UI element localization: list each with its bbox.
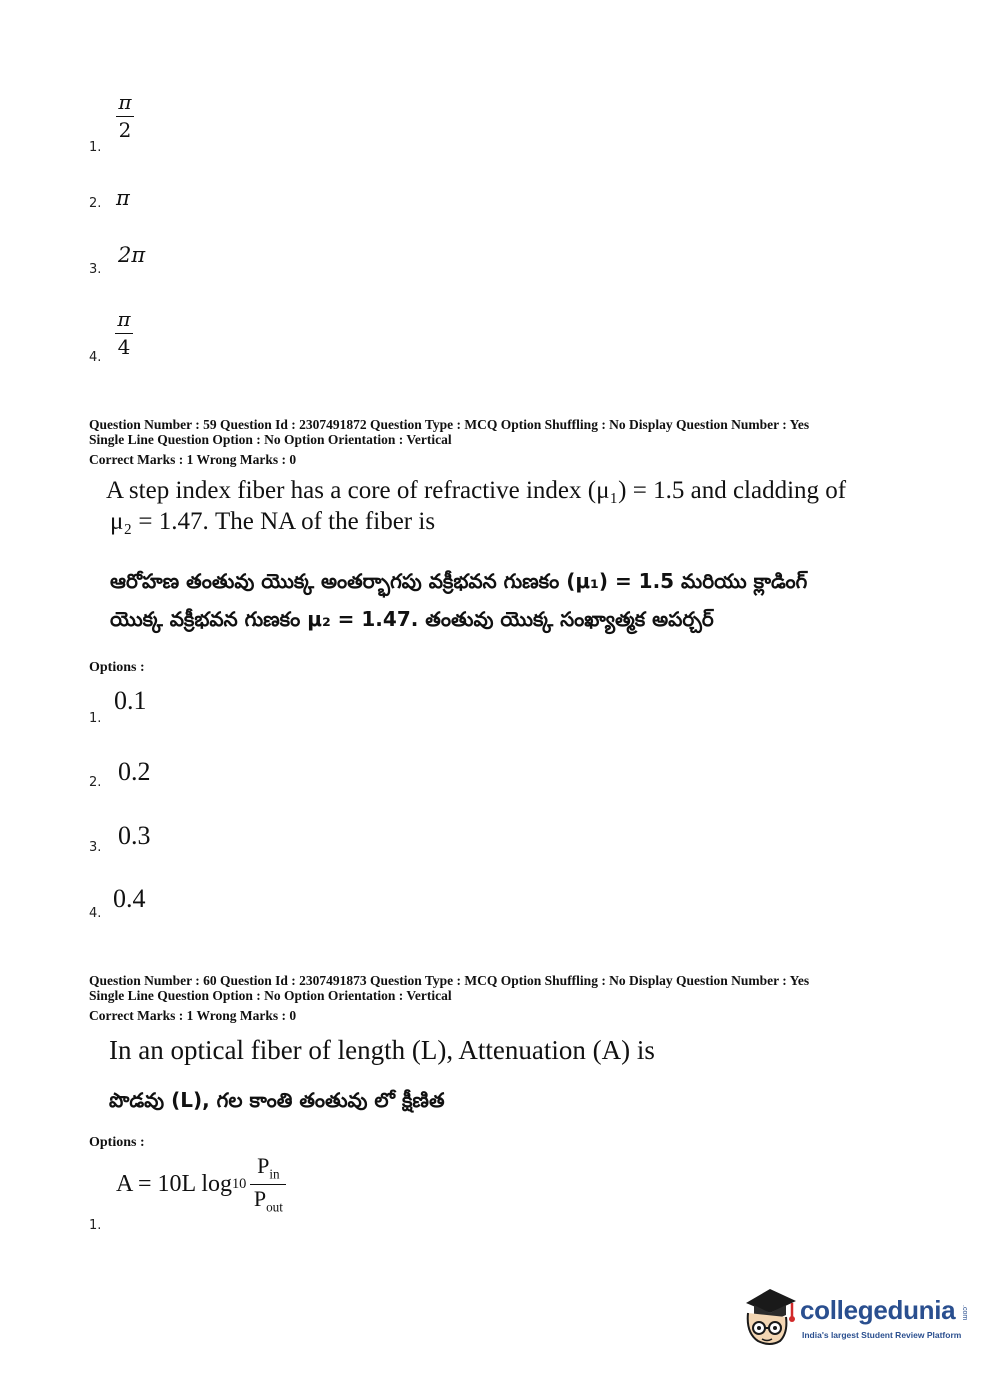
q59-option-1-number: 1.: [89, 711, 102, 726]
fraction-bar: [116, 116, 134, 117]
q59-option-4-number: 4.: [89, 906, 102, 921]
prev-option-4-number: 4.: [89, 350, 102, 365]
q59-question-text-line-1: A step index fiber has a core of refractive index (μ₁) = 1.5 and cladding of: [106, 477, 847, 504]
q59-option-1-value: 0.1: [114, 686, 147, 715]
q60-telugu-text-line-1: పొడవు (L), గల కాంతి తంతువు లో క్షీణిత: [109, 1088, 445, 1112]
prev-option-4-value: [115, 309, 133, 357]
q59-question-text-line-2: μ₂ = 1.47. The NA of the fiber is: [110, 508, 436, 535]
collegedunia-logo[interactable]: [740, 1283, 970, 1358]
fraction-numerator: π: [117, 307, 131, 331]
prev-option-2-number: 2.: [89, 196, 102, 211]
q59-meta-line-2: Single Line Question Option : No Option Orientation : Vertical: [89, 432, 452, 447]
prev-option-1-number: 1.: [89, 140, 102, 155]
q59-option-3-number: 3.: [89, 840, 102, 855]
q59-option-2-value: 0.2: [118, 757, 151, 786]
q60-options-label: Options :: [89, 1135, 145, 1150]
mascot-icon: [740, 1283, 800, 1353]
q59-option-4-value: 0.4: [113, 884, 146, 913]
formula-numerator-sub: in: [269, 1166, 280, 1182]
q60-option-1-number: 1.: [89, 1218, 102, 1233]
formula-lhs: A = 10L log: [116, 1170, 232, 1197]
formula-numerator: P: [257, 1153, 270, 1178]
logo-wordmark: collegedunia: [800, 1295, 956, 1325]
q59-options-label: Options :: [89, 660, 145, 675]
formula-denominator: P: [253, 1185, 267, 1211]
q59-meta-line-3: Correct Marks : 1 Wrong Marks : 0: [89, 452, 297, 467]
prev-option-1-value: [116, 92, 134, 140]
fraction-denominator: 2: [118, 118, 132, 142]
q59-telugu-text-line-1: ఆరోహణ తంతువు యొక్క అంతర్భాగపు వక్రీభవన గుణకం (μ₁) = 1.5 మరియు క్లాడింగ్: [110, 569, 808, 593]
fraction-denominator: 4: [117, 335, 131, 359]
fraction-bar: [115, 333, 133, 334]
prev-option-3-value: 2π: [118, 243, 146, 267]
fraction-numerator: π: [118, 90, 132, 114]
logo-suffix: .com: [961, 1305, 968, 1321]
q60-option-1-formula: [116, 1155, 286, 1213]
q60-meta-line-2: Single Line Question Option : No Option Orientation : Vertical: [89, 988, 452, 1003]
prev-option-2-value: π: [116, 186, 130, 210]
q59-option-3-value: 0.3: [118, 821, 151, 850]
q59-telugu-text-line-2: యొక్క వక్రీభవన గుణకం μ₂ = 1.47. తంతువు యొక్క సంఖ్యాత్మక అపర్చర్: [110, 607, 714, 631]
formula-denominator-sub: out: [266, 1198, 283, 1214]
q59-option-2-number: 2.: [89, 775, 102, 790]
formula-fraction-bar: [250, 1184, 286, 1185]
formula-fraction: [250, 1155, 286, 1213]
logo-tagline: India's largest Student Review Platform: [802, 1330, 962, 1340]
prev-option-3-number: 3.: [89, 262, 102, 277]
q60-meta-line-3: Correct Marks : 1 Wrong Marks : 0: [89, 1008, 297, 1023]
q59-meta-line-1: Question Number : 59 Question Id : 2307491872 Question Type : MCQ Option Shuffling : No Display Question Number : Yes: [89, 417, 810, 432]
log-base: 10: [231, 1175, 247, 1192]
q60-meta-line-1: Question Number : 60 Question Id : 2307491873 Question Type : MCQ Option Shuffling : No Display Question Number : Yes: [89, 973, 810, 988]
q60-question-text-line-1: In an optical fiber of length (L), Attenuation (A) is: [109, 1035, 655, 1065]
